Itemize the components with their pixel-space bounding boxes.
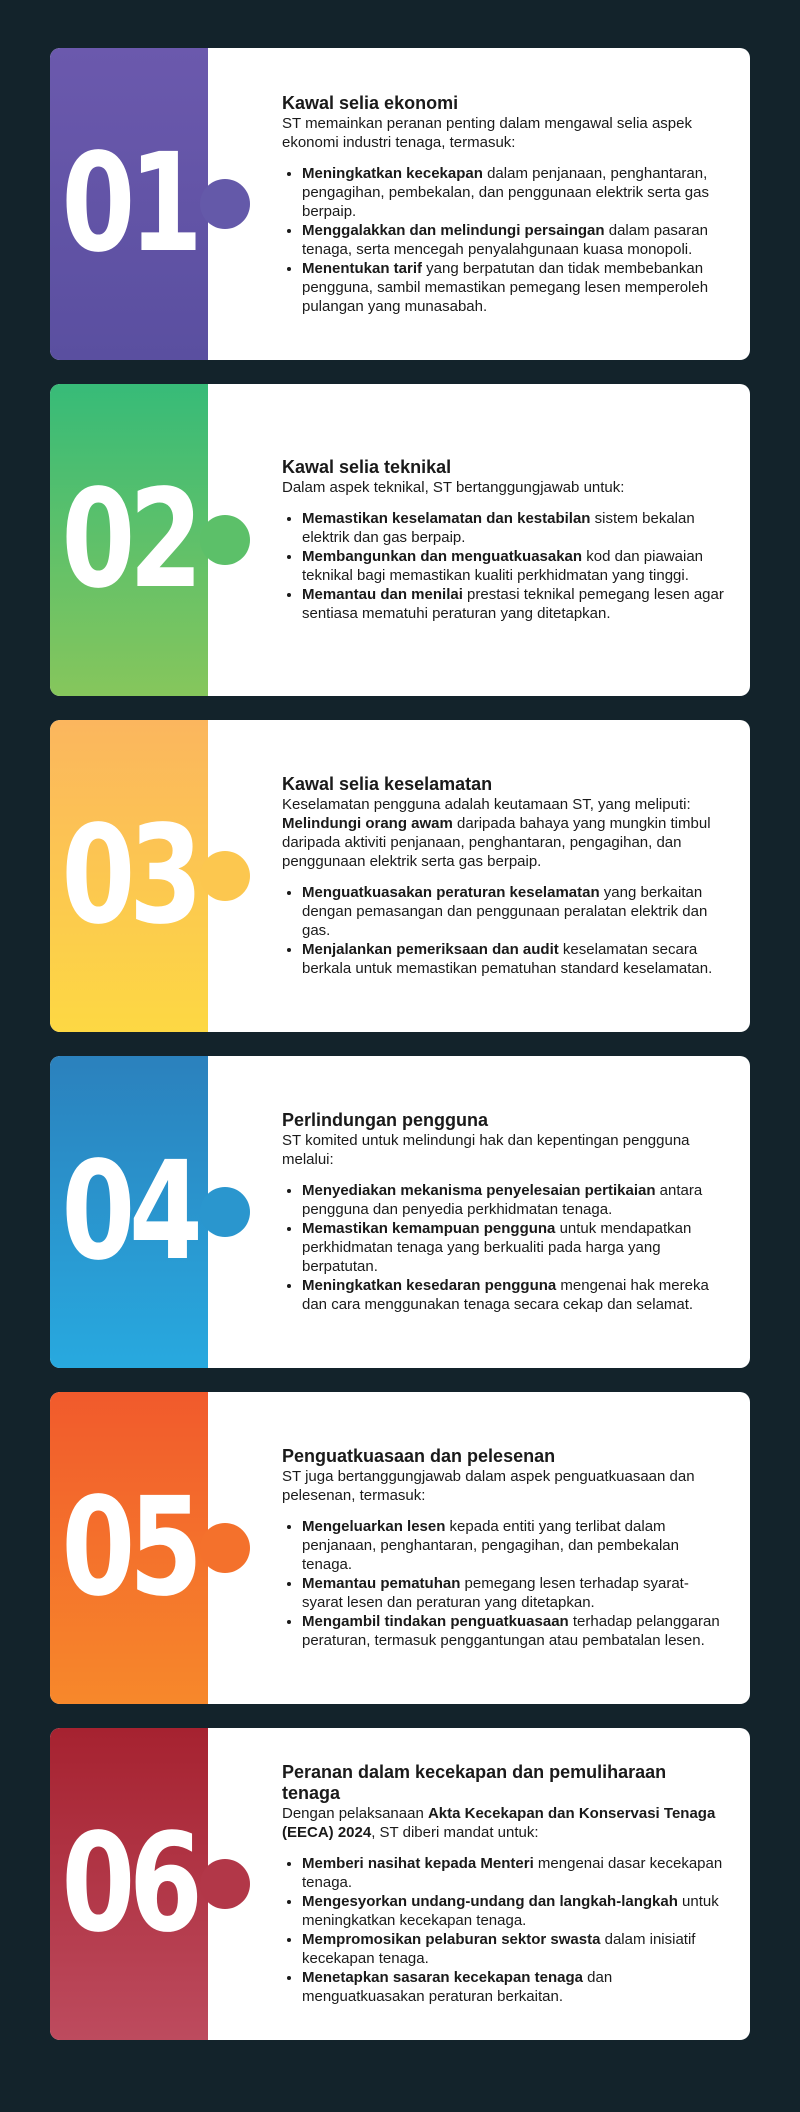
- section-number: 05: [61, 1469, 197, 1627]
- section-list: [282, 509, 728, 623]
- list-item: • Memantau pematuhan pemegang lesen terhadap syarat-syarat lesen dan peraturan yang ditetapkan.: [302, 1574, 728, 1612]
- section-content: [282, 384, 728, 696]
- puzzle-knob: [200, 1523, 250, 1573]
- section-card-04: [50, 1056, 750, 1368]
- list-item: • Meningkatkan kecekapan dalam penjanaan, penghantaran, pengagihan, pembekalan, dan penggunaan elektrik serta gas berpaip.: [302, 164, 728, 221]
- list-item: • Membangunkan dan menguatkuasakan kod dan piawaian teknikal bagi memastikan kualiti perkhidmatan yang tinggi.: [302, 547, 728, 585]
- list-item: • Menetapkan sasaran kecekapan tenaga dan menguatkuasakan peraturan berkaitan.: [302, 1968, 728, 2006]
- section-card-03: [50, 720, 750, 1032]
- section-intro: ST komited untuk melindungi hak dan kepentingan pengguna melalui:: [282, 1132, 690, 1168]
- section-intro: Dalam aspek teknikal, ST bertanggungjawab untuk:: [282, 479, 625, 496]
- section-content: [282, 48, 728, 360]
- list-item: • Mempromosikan pelaburan sektor swasta dalam inisiatif kecekapan tenaga.: [302, 1930, 728, 1968]
- section-number: 02: [61, 461, 197, 619]
- list-item: • Menggalakkan dan melindungi persaingan dalam pasaran tenaga, serta mencegah penyalahgunaan kuasa monopoli.: [302, 221, 728, 259]
- section-title: Kawal selia teknikal: [282, 457, 452, 477]
- section-title: Kawal selia keselamatan: [282, 774, 493, 794]
- section-number: 04: [61, 1133, 197, 1291]
- section-intro: ST juga bertanggungjawab dalam aspek penguatkuasaan dan pelesenan, termasuk:: [282, 1468, 695, 1504]
- section-card-02: [50, 384, 750, 696]
- puzzle-knob: [200, 515, 250, 565]
- section-list: [282, 883, 728, 978]
- section-list: [282, 164, 728, 316]
- section-list: [282, 1517, 728, 1650]
- section-intro: Dengan pelaksanaan Akta Kecekapan dan Konservasi Tenaga (EECA) 2024, ST diberi mandat untuk:: [282, 1805, 716, 1841]
- section-content: [282, 1728, 728, 2040]
- section-intro: Keselamatan pengguna adalah keutamaan ST, yang meliputi: Melindungi orang awam daripada bahaya yang mungkin timbul daripada aktiviti penjanaan, penghantaran, pengagihan, dan penggunaan elektrik serta gas berpaip.: [282, 796, 711, 870]
- section-title: Kawal selia ekonomi: [282, 92, 459, 113]
- list-item: • Memberi nasihat kepada Menteri mengenai dasar kecekapan tenaga.: [302, 1854, 728, 1892]
- section-title: Penguatkuasaan dan pelesenan: [282, 1446, 556, 1466]
- section-list: [282, 1854, 728, 2006]
- list-item: • Menyediakan mekanisma penyelesaian pertikaian antara pengguna dan penyedia perkhidmatan tenaga.: [302, 1181, 728, 1219]
- section-number: 03: [61, 797, 197, 955]
- list-item: • Menguatkuasakan peraturan keselamatan yang berkaitan dengan pemasangan dan penggunaan peralatan elektrik dan gas.: [302, 883, 728, 940]
- list-item: • Mengesyorkan undang-undang dan langkah-langkah untuk meningkatkan kecekapan tenaga.: [302, 1892, 728, 1930]
- puzzle-knob: [200, 851, 250, 901]
- list-item: • Mengeluarkan lesen kepada entiti yang terlibat dalam penjanaan, penghantaran, pengagihan, dan pembekalan tenaga.: [302, 1517, 728, 1574]
- list-item: • Mengambil tindakan penguatkuasaan terhadap pelanggaran peraturan, termasuk penggantungan atau pembatalan lesen.: [302, 1612, 728, 1650]
- puzzle-knob: [200, 179, 250, 229]
- list-item: • Memastikan kemampuan pengguna untuk mendapatkan perkhidmatan tenaga yang berkualiti pada harga yang berpatutan.: [302, 1219, 728, 1276]
- section-card-06: [50, 1728, 750, 2040]
- list-item: • Memastikan keselamatan dan kestabilan sistem bekalan elektrik dan gas berpaip.: [302, 509, 728, 547]
- section-content: [282, 1056, 728, 1368]
- section-number: 01: [61, 125, 197, 283]
- puzzle-knob: [200, 1859, 250, 1909]
- puzzle-knob: [200, 1187, 250, 1237]
- section-card-05: [50, 1392, 750, 1704]
- list-item: • Memantau dan menilai prestasi teknikal pemegang lesen agar sentiasa mematuhi peraturan yang ditetapkan.: [302, 585, 728, 623]
- list-item: • Meningkatkan kesedaran pengguna mengenai hak mereka dan cara menggunakan tenaga secara cekap dan selamat.: [302, 1276, 728, 1314]
- section-intro: ST memainkan peranan penting dalam mengawal selia aspek ekonomi industri tenaga, termasuk:: [282, 114, 692, 151]
- section-content: [282, 720, 728, 1032]
- section-content: [282, 1392, 728, 1704]
- section-list: [282, 1181, 728, 1314]
- section-title: Perlindungan pengguna: [282, 1110, 488, 1130]
- list-item: • Menjalankan pemeriksaan dan audit keselamatan secara berkala untuk memastikan pematuhan standard keselamatan.: [302, 940, 728, 978]
- section-card-01: [50, 48, 750, 360]
- list-item: • Menentukan tarif yang berpatutan dan tidak membebankan pengguna, sambil memastikan pemegang lesen memperoleh pulangan yang munasabah.: [302, 259, 728, 316]
- section-title: Peranan dalam kecekapan dan pemuliharaan tenaga: [282, 1762, 667, 1803]
- section-number: 06: [61, 1805, 197, 1963]
